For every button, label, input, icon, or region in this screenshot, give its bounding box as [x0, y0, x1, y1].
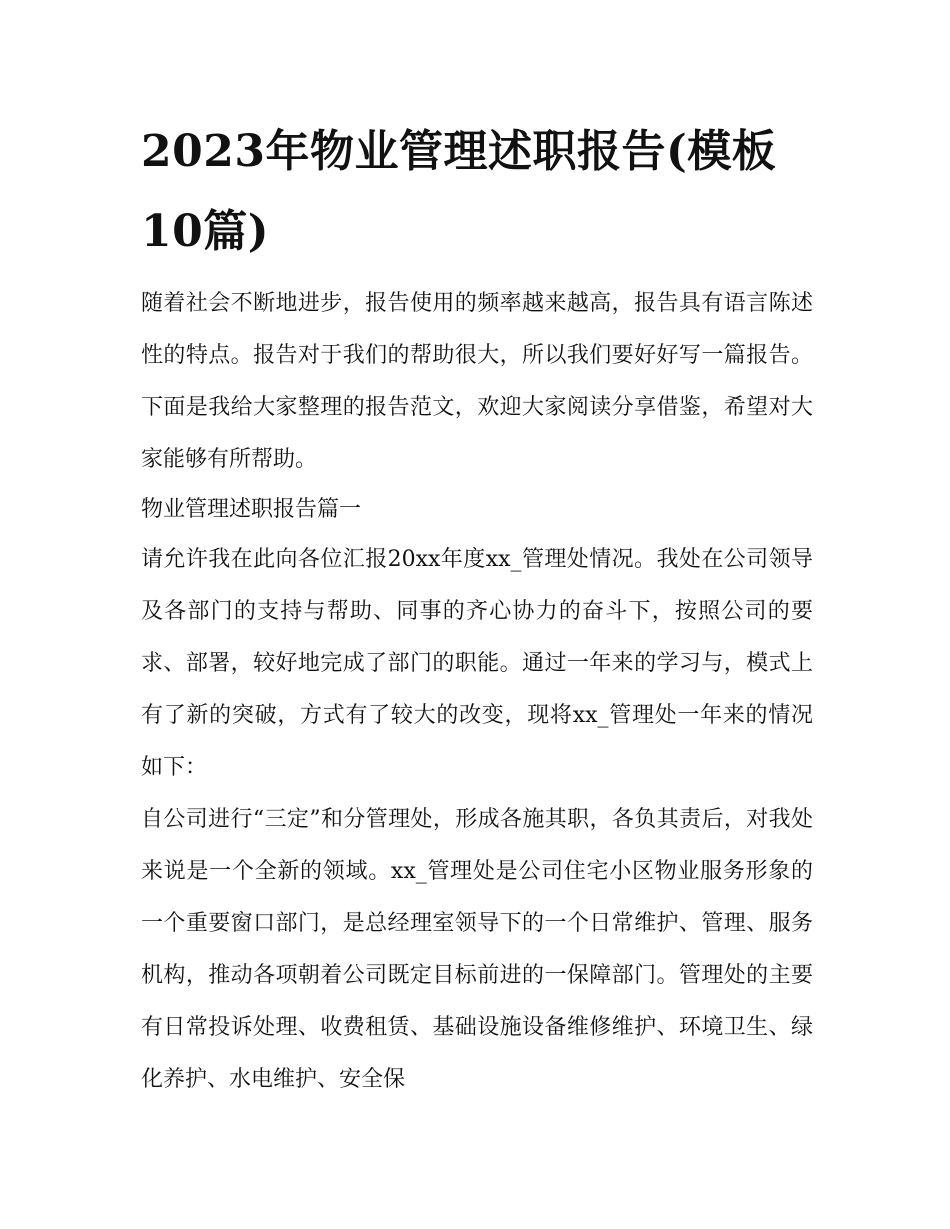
document-body [141, 112, 813, 1106]
body-paragraph-2: 自公司进行“三定”和分管理处，形成各施其职，各负其责后，对我处来说是一个全新的领域。xx_管理处是公司住宅小区物业服务形象的一个重要窗口部门，是总经理室领导下的一个日常维护、管理、服务机构，推动各项朝着公司既定目标前进的一保障部门。管理处的主要有日常投诉处理、收费租赁、基础设施设备维修维护、环境卫生、绿化养护、水电维护、安全保 [141, 807, 813, 1092]
intro-paragraph: 随着社会不断地进步，报告使用的频率越来越高，报告具有语言陈述性的特点。报告对于我们的帮助很大，所以我们要好好写一篇报告。下面是我给大家整理的报告范文，欢迎大家阅读分享借鉴，希望对大家能够有所帮助。 [141, 291, 813, 472]
body-paragraph-1: 请允许我在此向各位汇报20xx年度xx_管理处情况。我处在公司领导及各部门的支持与帮助、同事的齐心协力的奋斗下，按照公司的要求、部署，较好地完成了部门的职能。通过一年来的学习与，模式上有了新的突破，方式有了较大的改变，现将xx_管理处一年来的情况如下： [141, 547, 813, 780]
section-heading: 物业管理述职报告篇一 [141, 497, 362, 522]
document-title: 2023年物业管理述职报告(模板10篇) [141, 126, 777, 257]
